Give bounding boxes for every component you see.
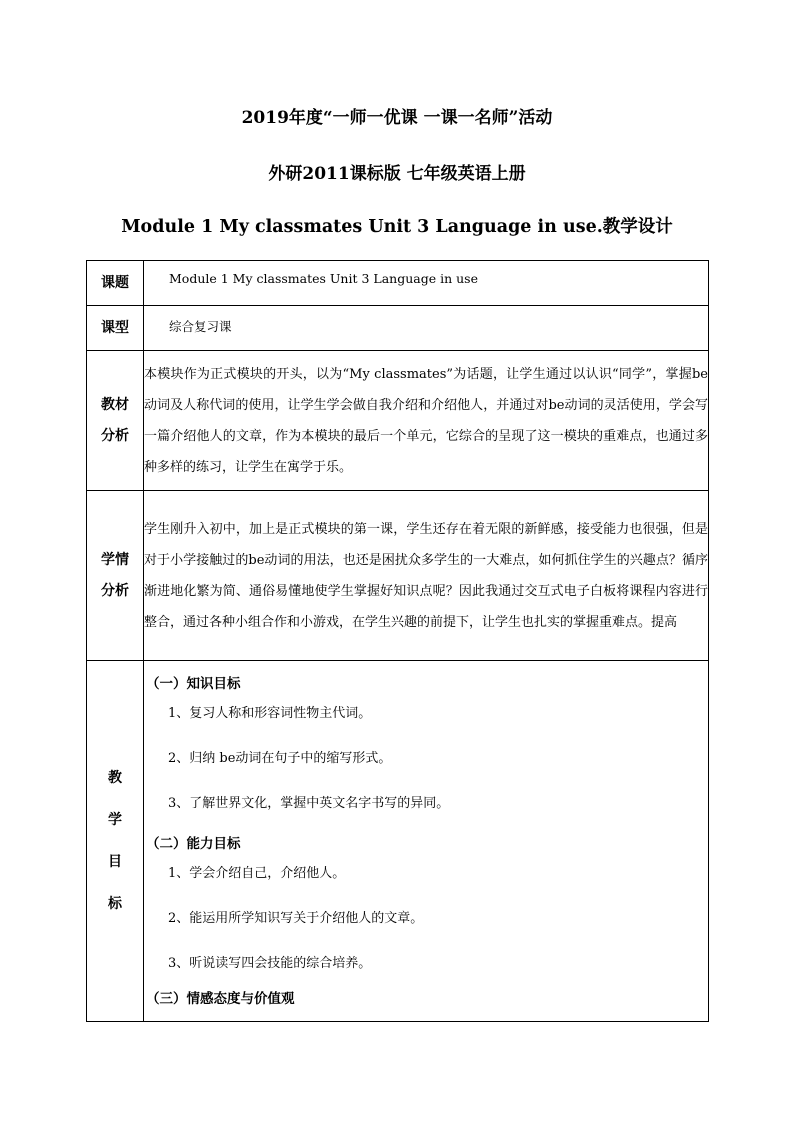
cell-type [144,306,709,351]
label-goals-char-1: 教 [108,770,122,786]
students-text: 学生刚升入初中，加上是正式模块的第一课，学生还存在着无限的新鲜感，接受能力也很强，但是对于小学接触过的be动词的用法，也还是困扰众多学生的一大难点，如何抓住学生的兴趣点？循序渐进地化繁为简、通俗易懂地使学生掌握好知识点呢？因此我通过交互式电子白板将课程内容进行整合，通过各种小组合作和小游戏，在学生兴趣的前提下，让学生也扎实的掌握重难点。提高 [144,521,708,630]
label-goals-char-3: 目 [108,854,122,870]
row-type [87,306,709,351]
label-goals-char-4: 标 [108,896,122,912]
label-material [87,351,144,491]
label-goals [87,661,144,1022]
title-line-1: 2019年度“一师一优课 一课一名师”活动 [241,108,553,128]
row-topic [87,261,709,306]
row-material [87,351,709,491]
cell-students [144,491,709,661]
knowledge-item: 1、复习人称和形容词性物主代词。 [168,705,372,721]
ability-heading: （二）能力目标 [146,835,241,852]
lesson-plan-table [86,260,709,1022]
attitude-heading: （三）情感态度与价值观 [146,990,295,1007]
label-type: 课型 [87,306,144,351]
label-material-1: 教材 [101,396,129,413]
title-line-3: Module 1 My classmates Unit 3 Language in use.教学设计 [121,217,673,237]
material-text: 本模块作为正式模块的开头，以为“My classmates”为话题，让学生通过以认识“同学”，掌握be动词及人称代词的使用，让学生学会做自我介绍和介绍他人，并通过对be动词的灵活使用，学会写一篇介绍他人的文章，作为本模块的最后一个单元，它综合的呈现了这一模块的重难点，也通过多种多样的练习，让学生在寓学于乐。 [144,366,708,475]
label-students-1: 学情 [101,551,129,568]
knowledge-item: 3、了解世界文化，掌握中英文名字书写的异同。 [168,795,450,811]
label-material-2: 分析 [101,427,129,444]
knowledge-heading: （一）知识目标 [146,675,241,692]
title-line-2: 外研2011课标版 七年级英语上册 [268,164,526,184]
type-value: 综合复习课 [169,319,232,334]
cell-goals [144,661,709,1022]
topic-value: Module 1 My classmates Unit 3 Language in use [169,270,478,286]
ability-item: 2、能运用所学知识写关于介绍他人的文章。 [168,910,424,926]
ability-item: 3、听说读写四会技能的综合培养。 [168,955,372,971]
row-students [87,491,709,661]
label-students-2: 分析 [101,582,129,599]
label-goals-char-2: 学 [108,812,122,828]
label-students [87,491,144,661]
ability-item: 1、学会介绍自己，介绍他人。 [168,865,346,881]
cell-material [144,351,709,491]
row-goals [87,661,709,1022]
knowledge-item: 2、归纳 be动词在句子中的缩写形式。 [168,750,392,766]
cell-topic [144,261,709,306]
label-topic: 课题 [87,261,144,306]
